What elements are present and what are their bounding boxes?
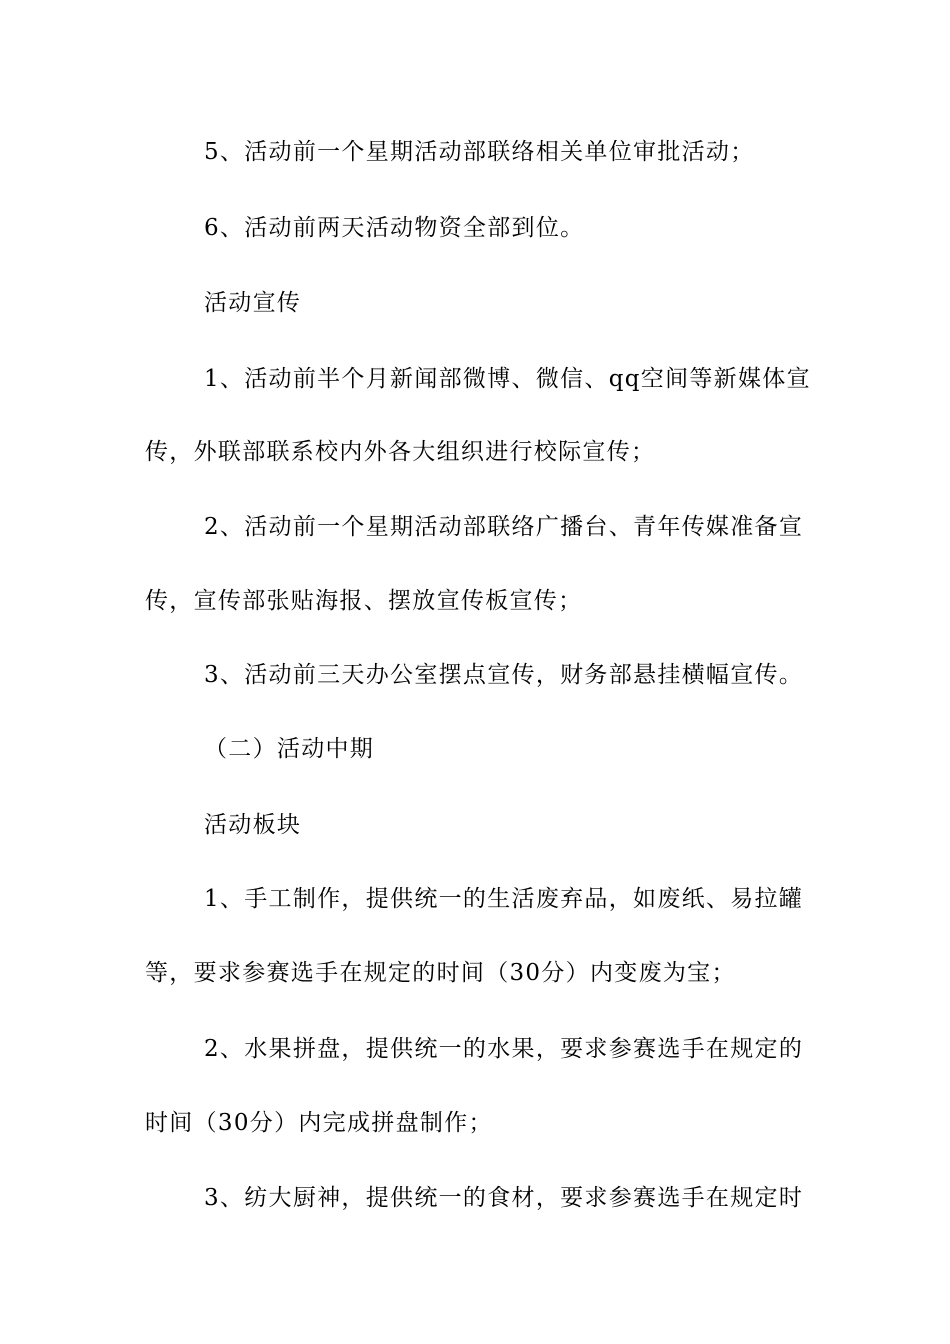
paragraph-line: 等，要求参赛选手在规定的时间（30分）内变废为宝； xyxy=(145,960,736,986)
section-heading: 活动板块 xyxy=(204,812,302,838)
paragraph-line: 5、活动前一个星期活动部联络相关单位审批活动； xyxy=(204,139,755,165)
paragraph-line: 3、纺大厨神，提供统一的食材，要求参赛选手在规定时 xyxy=(204,1185,804,1211)
paragraph-line: 6、活动前两天活动物资全部到位。 xyxy=(204,215,585,241)
paragraph-line: 时间（30分）内完成拼盘制作； xyxy=(145,1110,493,1136)
paragraph-line: 3、活动前三天办公室摆点宣传，财务部悬挂横幅宣传。 xyxy=(204,662,804,688)
paragraph-line: 2、水果拼盘，提供统一的水果，要求参赛选手在规定的 xyxy=(204,1036,804,1062)
section-heading: 活动宣传 xyxy=(204,290,302,316)
paragraph-line: 1、活动前半个月新闻部微博、微信、qq空间等新媒体宣 xyxy=(204,366,811,392)
paragraph-line: 传，外联部联系校内外各大组织进行校际宣传； xyxy=(145,439,656,465)
paragraph-line: 传，宣传部张贴海报、摆放宣传板宣传； xyxy=(145,588,583,614)
section-heading: （二）活动中期 xyxy=(204,736,375,762)
paragraph-line: 1、手工制作，提供统一的生活废弃品，如废纸、易拉罐 xyxy=(204,886,804,912)
paragraph-line: 2、活动前一个星期活动部联络广播台、青年传媒准备宣 xyxy=(204,514,804,540)
